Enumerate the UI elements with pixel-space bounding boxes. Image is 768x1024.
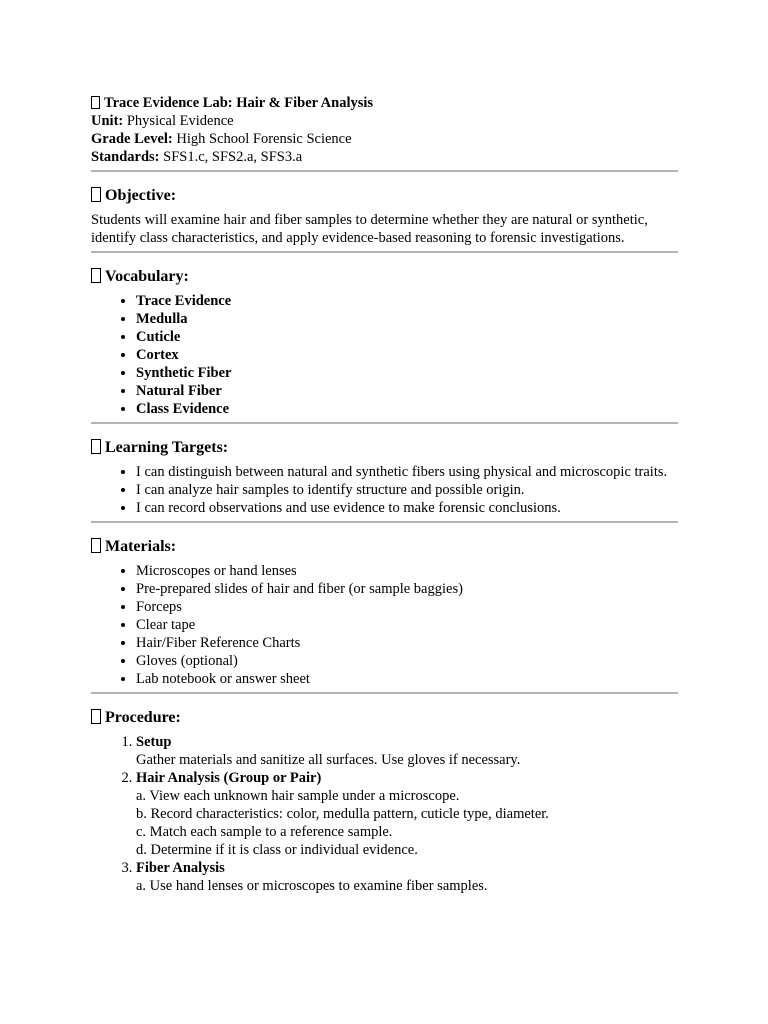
section-divider xyxy=(91,251,678,253)
list-item: • Cuticle xyxy=(136,328,678,346)
step-line: a. View each unknown hair sample under a microscope. xyxy=(136,788,460,804)
procedure-step xyxy=(136,769,678,859)
step-line: b. Record characteristics: color, medulla pattern, cuticle type, diameter. xyxy=(136,806,549,822)
section-divider xyxy=(91,170,678,172)
list-item: • Class Evidence xyxy=(136,400,678,418)
objective-heading: Objective: xyxy=(91,186,678,206)
grade-line: Grade Level: High School Forensic Science xyxy=(91,131,352,147)
step-line: d. Determine if it is class or individual evidence. xyxy=(136,842,418,858)
missing-glyph-icon xyxy=(91,268,101,283)
header-block xyxy=(91,94,678,166)
list-item: • Microscopes or hand lenses xyxy=(136,562,678,580)
missing-glyph-icon xyxy=(91,439,101,454)
lesson-document xyxy=(91,94,678,895)
list-item: • I can record observations and use evidence to make forensic conclusions. xyxy=(136,499,678,517)
list-item: • Medulla xyxy=(136,310,678,328)
targets-list xyxy=(91,463,678,517)
section-divider xyxy=(91,521,678,523)
procedure-step xyxy=(136,859,678,895)
missing-glyph-icon xyxy=(91,538,101,553)
step-title: Setup xyxy=(136,734,172,750)
missing-glyph-icon xyxy=(91,709,101,724)
procedure-heading: Procedure: xyxy=(91,708,678,728)
list-item: • Lab notebook or answer sheet xyxy=(136,670,678,688)
standards-line: Standards: SFS1.c, SFS2.a, SFS3.a xyxy=(91,149,303,165)
list-item: • Hair/Fiber Reference Charts xyxy=(136,634,678,652)
objective-text: Students will examine hair and fiber samples to determine whether they are natural or synthetic, identify class characteristics, and apply evidence-based reasoning to forensic investigations. xyxy=(91,212,648,246)
list-item: • I can distinguish between natural and synthetic fibers using physical and microscopic traits. xyxy=(136,463,678,481)
step-line: a. Use hand lenses or microscopes to examine fiber samples. xyxy=(136,878,488,894)
materials-list xyxy=(91,562,678,688)
step-line: Gather materials and sanitize all surfaces. Use gloves if necessary. xyxy=(136,752,521,768)
section-divider xyxy=(91,422,678,424)
procedure-section xyxy=(91,708,678,895)
vocabulary-list xyxy=(91,292,678,418)
list-item: • Natural Fiber xyxy=(136,382,678,400)
document-title: Trace Evidence Lab: Hair & Fiber Analysis xyxy=(91,94,678,112)
targets-heading: Learning Targets: xyxy=(91,438,678,458)
procedure-step xyxy=(136,733,678,769)
list-item: • Gloves (optional) xyxy=(136,652,678,670)
missing-glyph-icon xyxy=(91,187,101,202)
objective-section xyxy=(91,186,678,247)
list-item: • Cortex xyxy=(136,346,678,364)
procedure-list xyxy=(91,733,678,895)
list-item: • Synthetic Fiber xyxy=(136,364,678,382)
list-item: • Pre-prepared slides of hair and fiber (or sample baggies) xyxy=(136,580,678,598)
materials-heading: Materials: xyxy=(91,537,678,557)
materials-section xyxy=(91,537,678,688)
list-item: • Forceps xyxy=(136,598,678,616)
list-item: • I can analyze hair samples to identify structure and possible origin. xyxy=(136,481,678,499)
list-item: • Trace Evidence xyxy=(136,292,678,310)
unit-line: Unit: Physical Evidence xyxy=(91,113,234,129)
vocabulary-section xyxy=(91,267,678,418)
missing-glyph-icon xyxy=(91,96,100,109)
list-item: • Clear tape xyxy=(136,616,678,634)
section-divider xyxy=(91,692,678,694)
vocabulary-heading: Vocabulary: xyxy=(91,267,678,287)
step-title: Fiber Analysis xyxy=(136,860,225,876)
targets-section xyxy=(91,438,678,517)
step-title: Hair Analysis (Group or Pair) xyxy=(136,770,322,786)
step-line: c. Match each sample to a reference sample. xyxy=(136,824,393,840)
